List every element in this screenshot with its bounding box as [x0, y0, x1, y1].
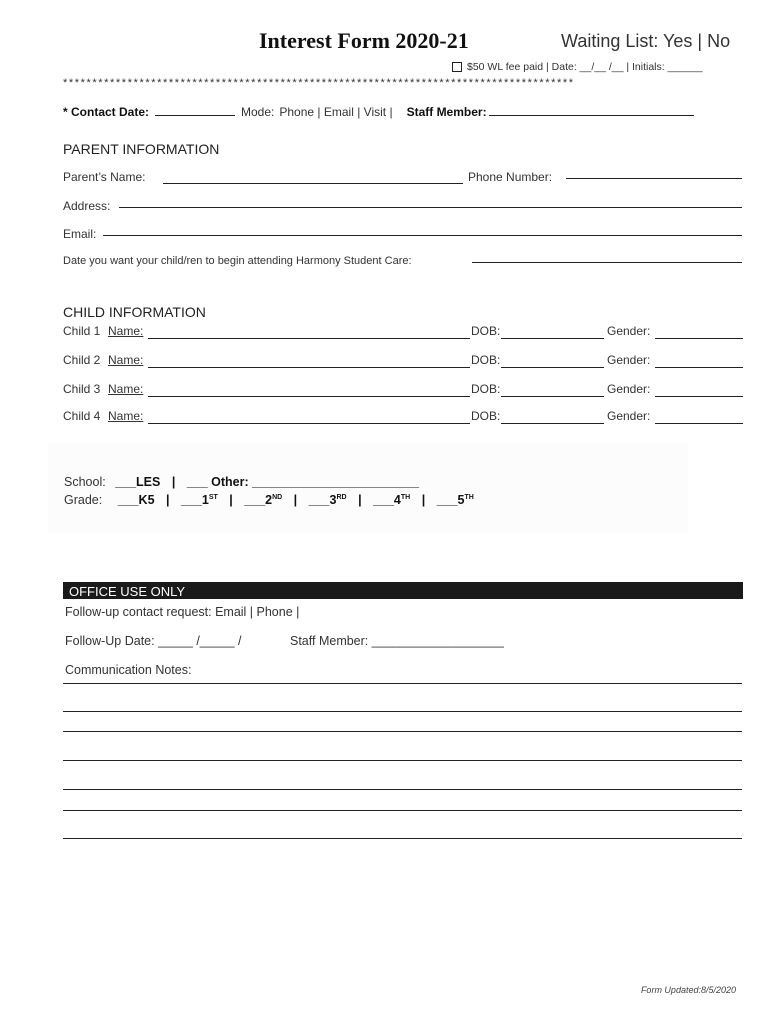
- office-use-heading: OFFICE USE ONLY: [63, 582, 743, 599]
- address-field[interactable]: [119, 207, 742, 208]
- school-separator: |: [171, 475, 176, 489]
- child-name-field[interactable]: [148, 338, 470, 339]
- notes-line[interactable]: [63, 711, 742, 712]
- staff-member-field[interactable]: [489, 104, 694, 116]
- divider-stars: ***************************************************************************************: [63, 77, 575, 89]
- child-gender-label: Gender:: [607, 353, 651, 367]
- child-dob-label: DOB:: [471, 324, 501, 338]
- school-les-option[interactable]: ___LES: [115, 475, 161, 489]
- child-gender-field[interactable]: [655, 423, 743, 424]
- contact-date-field[interactable]: [155, 104, 235, 116]
- child-row-prefix: Child 1: [63, 324, 101, 338]
- waiting-list-label: Waiting List: Yes | No: [561, 31, 731, 51]
- grade-5-option[interactable]: ___5TH: [436, 493, 474, 507]
- child-row-prefix: Child 4: [63, 409, 101, 423]
- fee-paid-checkbox[interactable]: [452, 62, 462, 72]
- start-date-field[interactable]: [472, 262, 742, 263]
- child-gender-field[interactable]: [655, 367, 743, 368]
- address-label: Address:: [63, 199, 111, 213]
- child-row-prefix: Child 3: [63, 382, 101, 396]
- grade-2-option[interactable]: ___2ND: [244, 493, 283, 507]
- child-name-field[interactable]: [148, 367, 470, 368]
- child-gender-field[interactable]: [655, 338, 743, 339]
- child-row-prefix: Child 2: [63, 353, 101, 367]
- grade-3-option[interactable]: ___3RD: [308, 493, 347, 507]
- school-other-option[interactable]: ___ Other: ________________________: [186, 475, 419, 489]
- grade-separator: |: [293, 493, 298, 507]
- communication-notes-label: Communication Notes:: [65, 663, 192, 677]
- child-dob-field[interactable]: [501, 338, 604, 339]
- child-dob-label: DOB:: [471, 382, 501, 396]
- child-dob-field[interactable]: [501, 396, 604, 397]
- parent-name-field[interactable]: [163, 183, 463, 184]
- child-dob-field[interactable]: [501, 423, 604, 424]
- child-gender-label: Gender:: [607, 409, 651, 423]
- notes-line[interactable]: [63, 731, 742, 732]
- parent-name-label: Parent’s Name:: [63, 170, 146, 184]
- child-name-label: Name:: [108, 382, 144, 396]
- email-field[interactable]: [103, 235, 742, 236]
- form-updated-note: Form Updated:8/5/2020: [640, 985, 736, 995]
- grade-separator: |: [166, 493, 170, 507]
- child-name-field[interactable]: [148, 423, 470, 424]
- staff-member-label: Staff Member:: [406, 105, 487, 119]
- phone-number-field[interactable]: [566, 178, 742, 179]
- followup-date-label: Follow-Up Date: _____ /_____ /: [65, 634, 242, 648]
- grade-separator: |: [229, 493, 233, 507]
- notes-line[interactable]: [63, 789, 742, 790]
- child-name-field[interactable]: [148, 396, 470, 397]
- grade-k5-option[interactable]: ___K5: [117, 493, 155, 507]
- mode-options: Phone | Email | Visit |: [279, 105, 393, 119]
- child-gender-field[interactable]: [655, 396, 743, 397]
- grade-separator: |: [421, 493, 426, 507]
- email-label: Email:: [63, 227, 97, 241]
- grade-separator: |: [358, 493, 362, 507]
- child-dob-field[interactable]: [501, 367, 604, 368]
- school-row: [64, 475, 419, 489]
- child-name-label: Name:: [108, 353, 144, 367]
- child-name-label: Name:: [108, 409, 144, 423]
- fee-line-text: $50 WL fee paid | Date: __/__ /__ | Initials: ______: [467, 61, 703, 73]
- office-staff-member-label: Staff Member: ___________________: [290, 634, 504, 648]
- child-section-heading: CHILD INFORMATION: [63, 304, 206, 320]
- form-title: Interest Form 2020-21: [259, 28, 469, 53]
- grade-row: [64, 493, 474, 507]
- child-dob-label: DOB:: [471, 353, 501, 367]
- notes-line[interactable]: [63, 810, 742, 811]
- followup-request-label: Follow-up contact request: Email | Phone |: [65, 605, 300, 619]
- child-name-label: Name:: [108, 324, 144, 338]
- child-dob-label: DOB:: [471, 409, 501, 423]
- notes-line[interactable]: [63, 760, 742, 761]
- parent-section-heading: PARENT INFORMATION: [63, 141, 220, 157]
- start-date-label: Date you want your child/ren to begin attending Harmony Student Care:: [63, 255, 412, 267]
- mode-label: Mode:: [241, 105, 275, 119]
- child-gender-label: Gender:: [607, 382, 651, 396]
- child-gender-label: Gender:: [607, 324, 651, 338]
- contact-row: [63, 104, 698, 119]
- grade-label: Grade:: [64, 493, 103, 507]
- notes-line[interactable]: [63, 838, 742, 839]
- fee-line: [452, 61, 703, 73]
- school-label: School:: [64, 475, 106, 489]
- notes-line[interactable]: [63, 683, 742, 684]
- contact-date-label: * Contact Date:: [63, 105, 150, 119]
- grade-1-option[interactable]: ___1ST: [181, 493, 218, 507]
- grade-4-option[interactable]: ___4TH: [373, 493, 411, 507]
- phone-number-label: Phone Number:: [468, 170, 553, 184]
